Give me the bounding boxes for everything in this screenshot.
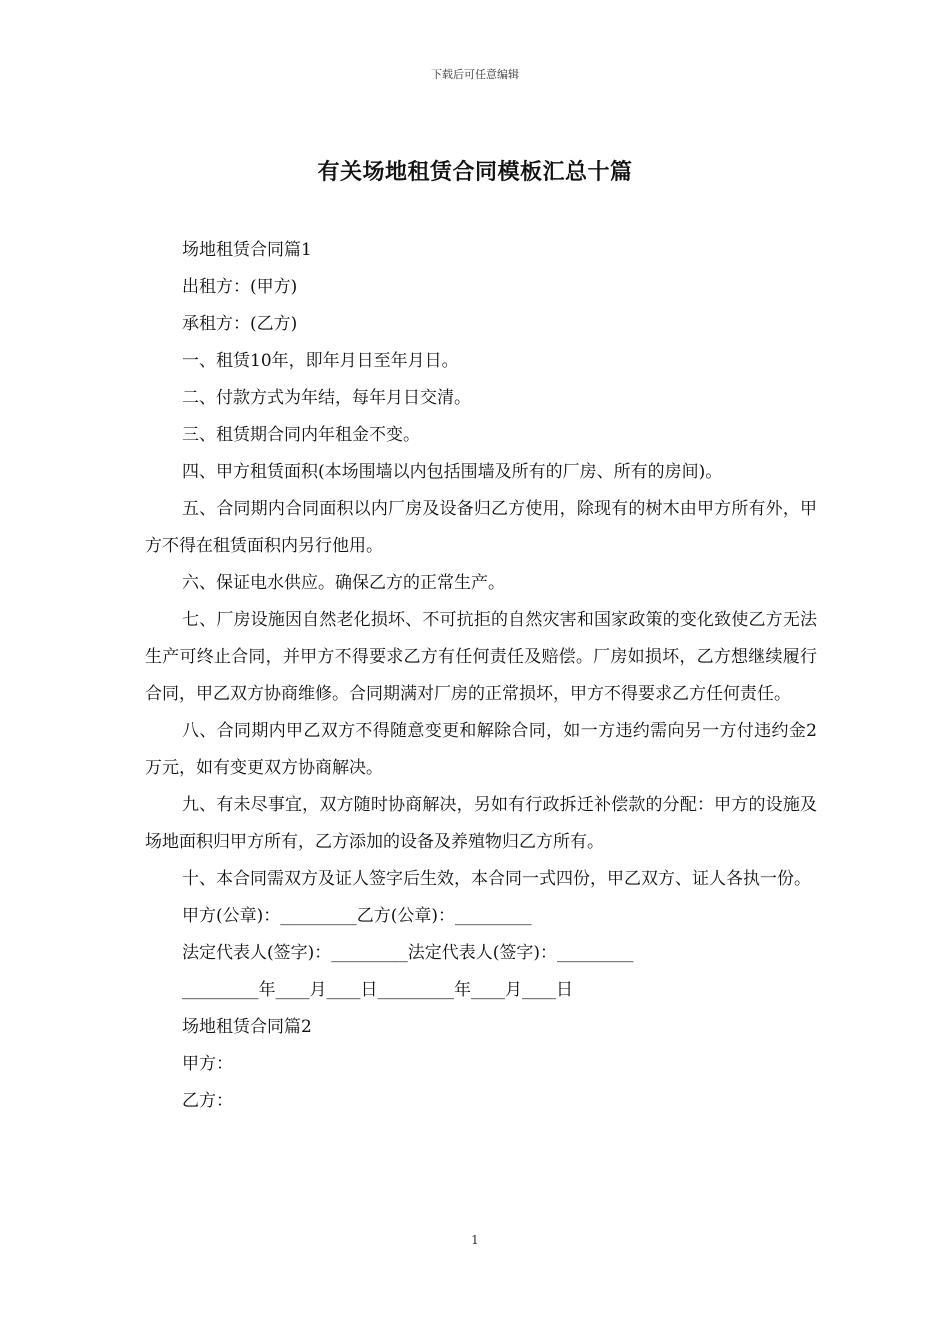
clause-9: 九、有未尽事宜，双方随时协商解决，另如有行政拆迁补偿款的分配：甲方的设施及场地面积归甲方所有，乙方添加的设备及养殖物归乙方所有。 [145, 795, 817, 852]
lessor-line: 出租方：(甲方) [182, 277, 298, 297]
party-b-line: 乙方： [182, 1091, 233, 1111]
clause-7: 七、厂房设施因自然老化损坏、不可抗拒的自然灾害和国家政策的变化致使乙方无法生产可终止合同，并甲方不得要求乙方有任何责任及赔偿。厂房如损坏，乙方想继续履行合同，甲乙双方协商维修。合同期满对厂房的正常损坏，甲方不得要求乙方任何责任。 [145, 610, 817, 704]
clause-2: 二、付款方式为年结，每年月日交清。 [182, 388, 471, 408]
section-heading-1: 场地租赁合同篇1 [182, 240, 312, 260]
date-line: _________年____月____日_________年____月____日 [182, 980, 573, 1000]
lessee-line: 承租方：(乙方) [182, 314, 298, 334]
header-note: 下载后可任意编辑 [431, 68, 519, 81]
clause-10: 十、本合同需双方及证人签字后生效，本合同一式四份，甲乙双方、证人各执一份。 [182, 869, 811, 889]
seal-line: 甲方(公章)：_________乙方(公章)：_________ [182, 906, 532, 926]
party-a-line: 甲方： [182, 1054, 233, 1074]
clause-6: 六、保证电水供应。确保乙方的正常生产。 [182, 573, 505, 593]
clause-8: 八、合同期内甲乙双方不得随意变更和解除合同，如一方违约需向另一方付违约金2万元，如有变更双方协商解决。 [145, 721, 817, 778]
clause-3: 三、租赁期合同内年租金不变。 [182, 425, 420, 445]
clause-1: 一、租赁10年，即年月日至年月日。 [182, 351, 459, 371]
clause-4: 四、甲方租赁面积(本场围墙以内包括围墙及所有的厂房、所有的房间)。 [182, 462, 723, 482]
clause-5: 五、合同期内合同面积以内厂房及设备归乙方使用，除现有的树木由甲方所有外，甲方不得在租赁面积内另行他用。 [145, 499, 817, 556]
section-heading-2: 场地租赁合同篇2 [182, 1017, 312, 1037]
document-body [145, 232, 817, 1120]
legal-rep-line: 法定代表人(签字)：_________法定代表人(签字)：_________ [182, 943, 634, 963]
page-number: 1 [471, 1233, 479, 1247]
document-title: 有关场地租赁合同模板汇总十篇 [317, 159, 633, 185]
